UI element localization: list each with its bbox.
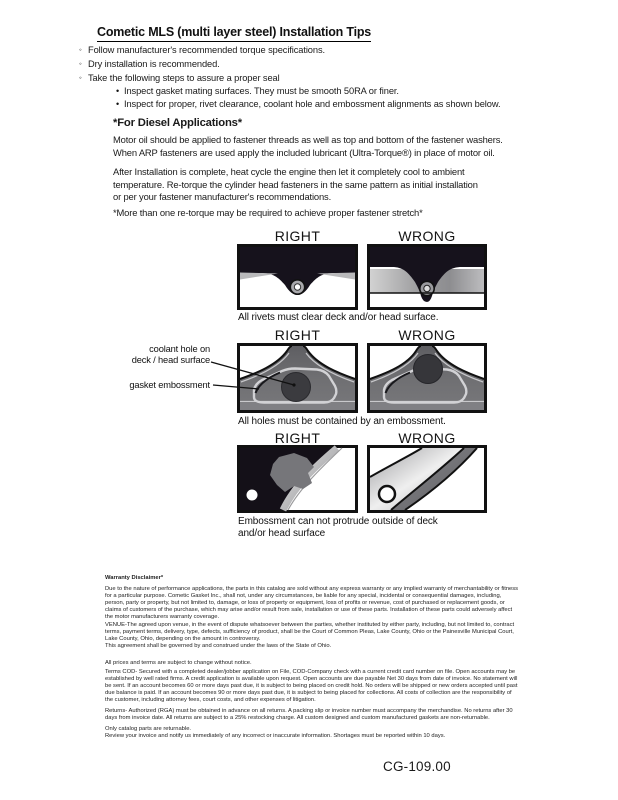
tip-text: Take the following steps to assure a proper seal <box>88 73 280 83</box>
diesel-heading: *For Diesel Applications* <box>113 117 242 129</box>
gasket-embossment-annotation: gasket embossment <box>129 380 210 390</box>
circle-bullet-icon: ◦ <box>79 59 82 68</box>
rivet-right-label: RIGHT <box>274 228 321 244</box>
page-title: Cometic MLS (multi layer steel) Installation Tips <box>97 25 371 42</box>
diesel-paragraph-2 <box>113 166 478 204</box>
embossment-caption-line1: Embossment can not protrude outside of deck <box>238 516 438 527</box>
returns-paragraph: Returns- Authorized (RGA) must be obtained in advance on all returns. A packing slip or invoice number must accompany the merchandise. No returns after 30 days from invoice date. All returns are subject to a 25% restocking charge. All custom designed and custom manufactured gaskets are non-returnable. <box>105 708 513 721</box>
tip-text: Follow manufacturer's recommended torque specifications. <box>88 45 325 55</box>
list-item <box>79 57 500 71</box>
only-catalog-line: Only catalog parts are returnable. <box>105 726 192 732</box>
tip-text: Inspect gasket mating surfaces. They must be smooth 50RA or finer. <box>124 86 399 96</box>
installation-tips-list <box>79 43 500 111</box>
tip-text: Inspect for proper, rivet clearance, coolant hole and embossment alignments as shown below. <box>124 99 501 109</box>
retorque-note: *More than one re-torque may be required to achieve proper fastener stretch* <box>113 207 423 218</box>
text-line: When ARP fasteners are used apply the included lubricant (Ultra-Torque®) in place of motor oil. <box>113 146 495 158</box>
tip-text: Dry installation is recommended. <box>88 59 220 69</box>
circle-bullet-icon: ◦ <box>79 45 82 54</box>
embossment-right-diagram <box>237 445 358 513</box>
page-number: CG-109.00 <box>383 759 451 774</box>
embossment-wrong-label: WRONG <box>398 430 456 446</box>
holes-right-label: RIGHT <box>274 327 321 343</box>
rivet-wrong-label: WRONG <box>398 228 456 244</box>
embossment-right-label: RIGHT <box>274 430 321 446</box>
warranty-disclaimer-heading: Warranty Disclaimer* <box>105 575 164 581</box>
text-line: temperature. Re-torque the cylinder head fasteners in the same pattern as initial installation <box>113 178 478 190</box>
diesel-paragraph-1 <box>113 134 503 159</box>
embossment-wrong-diagram <box>367 445 487 513</box>
rivet-caption: All rivets must clear deck and/or head surface. <box>238 312 439 323</box>
list-item <box>79 43 500 57</box>
embossment-caption-line2: and/or head surface <box>238 528 326 539</box>
coolant-hole-annotation-line2: deck / head surface <box>131 355 210 365</box>
warranty-paragraph: Due to the nature of performance applications, the parts in this catalog are sold without any express warranty or any implied warranty of merchantability or fitness for a particular purpose. Cometic Gasket Inc., shall not, under any circumstances, be liable for any special, incidental or consequential damages, including, person, party or property, but not limited to, damage, or loss of property or equipment, loss of profits or revenue, cost of purchased or replacement goods, or claims of customers of the purchase, which may arise and/or result from sale, installation or use of these parts. Installation of these parts could adversely affect the motor manufacturers warranty coverage. <box>105 586 519 620</box>
list-item <box>116 98 500 111</box>
prices-line: All prices and terms are subject to change without notice. <box>105 660 252 666</box>
dot-bullet-icon: • <box>116 99 120 109</box>
list-item <box>79 71 500 85</box>
rivet-wrong-diagram <box>367 244 487 310</box>
venue-paragraph: VENUE-The agreed upon venue, in the event of dispute whatsoever between the parties, whether instituted by either party, including, but not limited to, contract terms, payment terms, delivery, type, defects, sufficiency of product, shall be the Court of Common Pleas, Lake County, Ohio or the Painesville Municipal Court, Lake County, Ohio, depending on the amount in controversy. <box>105 622 515 642</box>
annotation-connector-lines <box>80 340 302 402</box>
terms-paragraph: Terms COD- Secured with a completed dealer/jobber application on File, COD-Company check with a current credit card number on file. Open accounts may be established by well rated firms. A credit application is available upon request. Open accounts are due payable Net 30 days from date of invoice. No statement will be sent. If an account becomes 60 or more days past due, it is subject to being placed on credit hold. No orders will be shipped or new orders accepted until past due balance is paid. If an account becomes 90 or more days past due, it is subject to being placed for collections. All costs of collection are the responsibility of the customer, including attorney fees, court costs, and other expenses of litigation. <box>105 669 518 703</box>
holes-wrong-label: WRONG <box>398 327 456 343</box>
circle-bullet-icon: ◦ <box>79 73 82 82</box>
holes-wrong-diagram <box>367 343 487 413</box>
list-item <box>116 85 500 98</box>
holes-caption: All holes must be contained by an embossment. <box>238 416 446 427</box>
coolant-hole-annotation-line1: coolant hole on <box>149 344 210 354</box>
text-line: Motor oil should be applied to fastener threads as well as top and bottom of the fastener washers. <box>113 134 503 145</box>
review-invoice-line: Review your invoice and notify us immediately of any incorrect or inaccurate information. Shortages must be reported within 10 days. <box>105 733 446 739</box>
dot-bullet-icon: • <box>116 86 120 96</box>
text-line: or per your fastener manufacturer's recommendations. <box>113 191 332 202</box>
rivet-right-diagram <box>237 244 358 310</box>
governed-line: This agreement shall be governed by and construed under the laws of the State of Ohio. <box>105 643 332 649</box>
text-line: After Installation is complete, heat cycle the engine then let it completely cool to ambient <box>113 166 465 177</box>
